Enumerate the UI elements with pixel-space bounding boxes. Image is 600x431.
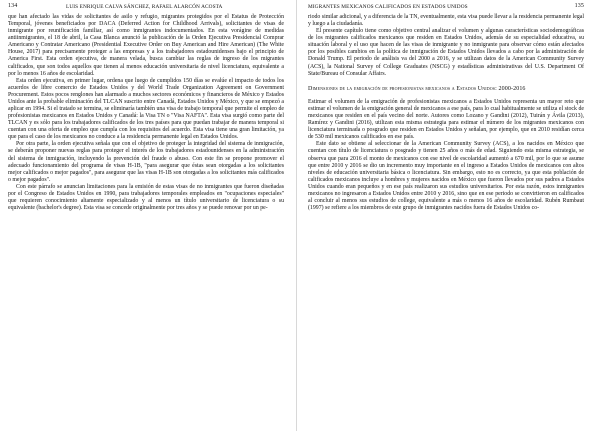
- left-page-number: 134: [8, 3, 18, 9]
- right-running-title: MIGRANTES MEXICANOS CALIFICADOS EN ESTADOS UNIDOS: [308, 3, 468, 10]
- right-paragraph-4: Este dato se obtiene al seleccionar de la American Community Survey (ACS), a los nacidos en México que cuentan con título de licenciatura o posgrado y tienen 25 años o más de edad. Siguiendo esta misma estrategia, se observa que para 2016 el monto de mexicanos con ese nivel de escolaridad aumentó a 670 mil, por lo que se asume que entre 2010 y 2016 se dio un incremento muy importante en el ingreso a Estados Unidos de mexicanos con altos niveles de educación universitaria básica o licenciatura. Sin embargo, esto no es correcto, ya que esta población de calificados mexicanos incluye a hombres y mujeres nacidos en México que fueron llevados por sus padres a Estados Unidos cuando eran pequeños y en ese país realizaron sus estudios universitarios. Por esta razón, estos inmigrantes mexicanos no ingresaron a Estados Unidos entre 2010 y 2016, sino que en ese periodo se convirtieron en calificados al concluir al menos sus estudios de college, equivalente a más o menos 16 años de escolaridad. Rubén Rumbaut (1997) se refiere a los miembros de este grupo de inmigrantes nacidos fuera de Estados Unidos co-: [308, 141, 584, 212]
- left-page-body: [8, 14, 284, 212]
- left-paragraph-4: Con este párrafo se anuncian limitaciones para la emisión de estas visas de no inmigrantes que fueron diseñadas por el Congreso de Estados Unidos en 1990, para trabajadores temporales empleados en "ocupaciones especiales" que requieren conocimiento altamente especializado y al menos un título universitario de licenciatura o su equivalente (bachelor's degree). Esta visa se concede originalmente por tres años y se puede renovar por un pe-: [8, 183, 284, 212]
- right-paragraph-3: Estimar el volumen de la emigración de profesionistas mexicanos a Estados Unidos representa un mayor reto que estimar el volumen de la emigración general de mexicanos a ese país, para lo cual habitualmente se utiliza el stock de mexicanos que residen en el país vecino del norte. Autores como Lozano y Gandini (2012), Tuirán y Ávila (2013), Ramírez y Gandini (2016), utilizan esta misma estrategia para estimar el número de los migrantes mexicanos con licenciatura terminada o posgrado que residen en Estados Unidos y señalan, por ejemplo, que en 2010 residían cerca de 530 mil mexicanos calificados en ese país.: [308, 98, 584, 141]
- right-page-body: [308, 14, 584, 212]
- left-running-title: LUIS ENRIQUE CALVA SÁNCHEZ, RAFAEL ALARCÓN ACOSTA: [66, 3, 223, 10]
- left-paragraph-1: que han afectado las vidas de solicitantes de asilo y refugio, migrantes protegidos por el Estatus de Protección Temporal, jóvenes beneficiados por DACA (Deferred Action for Childhood Arrivals), solicitantes de visas de inmigrante por reunificación familiar, así como inmigrantes indocumentados. En esta vorágine de medidas antiinmigrantes, el 18 de abril, la Casa Blanca anunció la publicación de la Orden Ejecutiva Presidencial Comprar Americano y Contratar Americano (Presidential Executive Order on Buy American and Hire American) (The White House, 2017) para precisamente proteger a las empresas y a los trabajadores estadounidenses bajo el principio de America First. Esta orden ejecutiva, de manera velada, busca cambiar las reglas de ingreso de los migrantes calificados, que son todos aquellos que tienen al menos educación universitaria de nivel licenciatura, equivalente a por lo menos 16 años de escolaridad.: [8, 14, 284, 77]
- right-paragraph-1: riodo similar adicional, y a diferencia de la TN, eventualmente, esta visa puede llevar a la residencia permanente legal y luego a la ciudadanía.: [308, 14, 584, 28]
- right-paragraph-2: El presente capítulo tiene como objetivo central analizar el volumen y algunas características sociodemográficas de los migrantes calificados mexicanos que residen en Estados Unidos, además de su especialidad educativa, su situación laboral y el uso que hacen de las visas de inmigrante y no inmigrante para observar cómo están afectados por los posibles cambios en la política de inmigración de Estados Unidos llevados a cabo por la administración de Donald Trump. El periodo de análisis va del 2000 a 2016, y se utilizan datos de la American Community Survey (ACS), la National Survey of College Graduates (NSCG) y estadísticas administrativas del U.S. Department Of State/Bureau of Consular Affairs.: [308, 28, 584, 77]
- page-gutter: [296, 0, 297, 431]
- right-page-number: 135: [574, 3, 584, 9]
- right-page: [300, 0, 592, 431]
- left-page: [0, 0, 292, 431]
- left-paragraph-2: Esta orden ejecutiva, en primer lugar, ordena que luego de cumplidos 150 días se evalúe el impacto de todos los acuerdos de libre comercio de Estados Unidos y del World Trade Organization Agreement on Government Procurement. Estos pocos renglones han alarmado a muchos sectores económicos y financieros de México y Estados Unidos ante la probable eliminación del TLCAN suscrito entre Canadá, Estados Unidos y México, y que se empezó a aplicar en 1994. Si el tratado se termina, se eliminaría también una visa de trabajo temporal que permite el empleo de profesionistas mexicanos en Estados Unidos y Canadá: la Visa TN o "Visa NAFTA". Esta visa surgió como parte del TLCAN y es sólo para los trabajadores calificados de los tres países para que puedan trabajar de manera temporal si cuentan con una oferta de empleo que cumpla con los requisitos del acuerdo. Esta visa tiene una gran limitación, ya que para el caso de los mexicanos no conduce a la residencia permanente legal en Estados Unidos.: [8, 77, 284, 141]
- section-heading: Dimensiones de la emigración de profesionistas mexicanos a Estados Unidos: 2000-2016: [308, 85, 526, 92]
- left-paragraph-3: Por otra parte, la orden ejecutiva señala que con el objetivo de proteger la integridad del sistema de inmigración, se deberán proponer nuevas reglas para proteger el interés de los trabajadores estadounidenses en la administración del sistema de inmigración, incluyendo la prevención del fraude o abuso. Con este fin se propone promover el adecuado funcionamiento del programa de visas H-1B, "para asegurar que éstas sean otorgadas a los solicitantes mejor calificados o mejor pagados", para asegurar que las visas H-1B son otorgadas a los solicitantes más calificados o mejor pagados".: [8, 141, 284, 183]
- right-running-head: [308, 3, 584, 12]
- left-running-head: [8, 3, 284, 12]
